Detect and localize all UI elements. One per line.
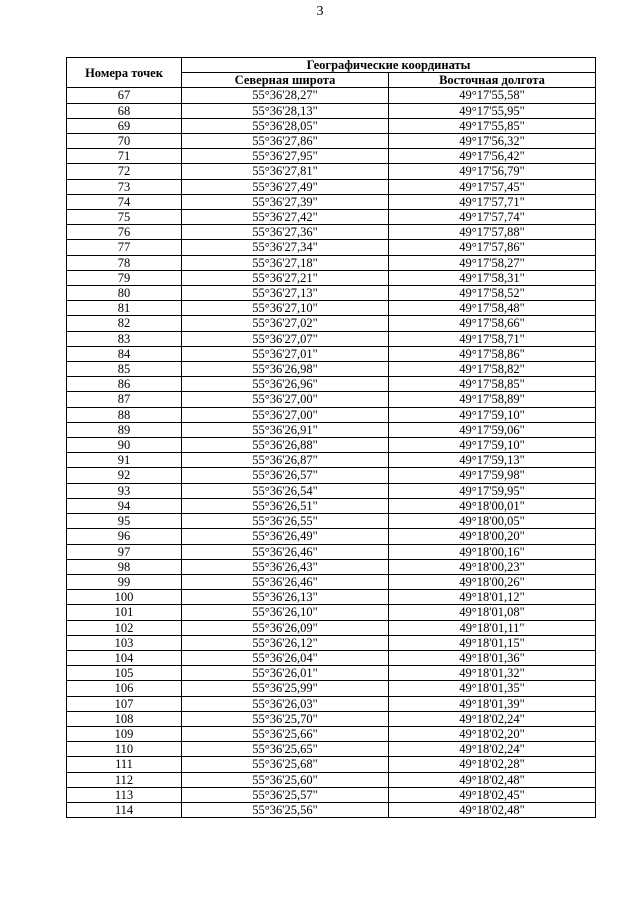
table-row xyxy=(67,179,596,194)
latitude-cell: 55°36'27,10" xyxy=(182,301,389,316)
point-number-cell: 69 xyxy=(67,118,182,133)
point-number-cell: 71 xyxy=(67,149,182,164)
table-row xyxy=(67,438,596,453)
table-row xyxy=(67,301,596,316)
longitude-cell: 49°17'55,95" xyxy=(389,103,596,118)
latitude-cell: 55°36'27,18" xyxy=(182,255,389,270)
longitude-cell: 49°17'56,32" xyxy=(389,134,596,149)
table-row xyxy=(67,772,596,787)
table-row xyxy=(67,635,596,650)
point-number-cell: 68 xyxy=(67,103,182,118)
point-number-cell: 78 xyxy=(67,255,182,270)
table-row xyxy=(67,88,596,103)
latitude-cell: 55°36'27,00" xyxy=(182,392,389,407)
latitude-cell: 55°36'27,13" xyxy=(182,286,389,301)
table-row xyxy=(67,681,596,696)
point-number-cell: 75 xyxy=(67,210,182,225)
latitude-cell: 55°36'27,95" xyxy=(182,149,389,164)
point-number-cell: 82 xyxy=(67,316,182,331)
table-row xyxy=(67,620,596,635)
header-north-latitude: Северная широта xyxy=(182,73,389,88)
point-number-cell: 91 xyxy=(67,453,182,468)
longitude-cell: 49°18'00,16" xyxy=(389,544,596,559)
latitude-cell: 55°36'26,96" xyxy=(182,377,389,392)
latitude-cell: 55°36'26,98" xyxy=(182,362,389,377)
table-row xyxy=(67,590,596,605)
longitude-cell: 49°17'59,10" xyxy=(389,407,596,422)
table-row xyxy=(67,377,596,392)
longitude-cell: 49°18'01,08" xyxy=(389,605,596,620)
point-number-cell: 92 xyxy=(67,468,182,483)
latitude-cell: 55°36'26,57" xyxy=(182,468,389,483)
longitude-cell: 49°18'01,36" xyxy=(389,650,596,665)
header-east-longitude: Восточная долгота xyxy=(389,73,596,88)
latitude-cell: 55°36'27,86" xyxy=(182,134,389,149)
longitude-cell: 49°18'02,20" xyxy=(389,726,596,741)
table-row xyxy=(67,696,596,711)
longitude-cell: 49°17'58,27" xyxy=(389,255,596,270)
table-row xyxy=(67,544,596,559)
latitude-cell: 55°36'26,13" xyxy=(182,590,389,605)
table-row xyxy=(67,529,596,544)
latitude-cell: 55°36'26,04" xyxy=(182,650,389,665)
point-number-cell: 93 xyxy=(67,483,182,498)
table-row xyxy=(67,194,596,209)
longitude-cell: 49°18'02,24" xyxy=(389,711,596,726)
point-number-cell: 105 xyxy=(67,666,182,681)
table-row xyxy=(67,407,596,422)
longitude-cell: 49°17'59,13" xyxy=(389,453,596,468)
longitude-cell: 49°18'01,32" xyxy=(389,666,596,681)
table-row xyxy=(67,726,596,741)
longitude-cell: 49°18'02,28" xyxy=(389,757,596,772)
table-row xyxy=(67,362,596,377)
table-row xyxy=(67,240,596,255)
longitude-cell: 49°17'58,52" xyxy=(389,286,596,301)
latitude-cell: 55°36'25,99" xyxy=(182,681,389,696)
point-number-cell: 114 xyxy=(67,802,182,817)
longitude-cell: 49°18'02,48" xyxy=(389,772,596,787)
table-row xyxy=(67,149,596,164)
point-number-cell: 110 xyxy=(67,742,182,757)
point-number-cell: 104 xyxy=(67,650,182,665)
point-number-cell: 85 xyxy=(67,362,182,377)
table-row xyxy=(67,164,596,179)
latitude-cell: 55°36'25,57" xyxy=(182,787,389,802)
longitude-cell: 49°18'01,12" xyxy=(389,590,596,605)
latitude-cell: 55°36'28,27" xyxy=(182,88,389,103)
latitude-cell: 55°36'27,39" xyxy=(182,194,389,209)
point-number-cell: 70 xyxy=(67,134,182,149)
point-number-cell: 77 xyxy=(67,240,182,255)
table-row xyxy=(67,255,596,270)
latitude-cell: 55°36'25,65" xyxy=(182,742,389,757)
table-row xyxy=(67,498,596,513)
table-row xyxy=(67,483,596,498)
longitude-cell: 49°17'58,48" xyxy=(389,301,596,316)
table-row xyxy=(67,666,596,681)
point-number-cell: 100 xyxy=(67,590,182,605)
point-number-cell: 112 xyxy=(67,772,182,787)
point-number-cell: 84 xyxy=(67,346,182,361)
latitude-cell: 55°36'27,42" xyxy=(182,210,389,225)
longitude-cell: 49°18'01,11" xyxy=(389,620,596,635)
point-number-cell: 90 xyxy=(67,438,182,453)
longitude-cell: 49°18'01,39" xyxy=(389,696,596,711)
table-row xyxy=(67,103,596,118)
latitude-cell: 55°36'26,12" xyxy=(182,635,389,650)
point-number-cell: 98 xyxy=(67,559,182,574)
latitude-cell: 55°36'26,10" xyxy=(182,605,389,620)
point-number-cell: 102 xyxy=(67,620,182,635)
longitude-cell: 49°17'59,95" xyxy=(389,483,596,498)
point-number-cell: 94 xyxy=(67,498,182,513)
longitude-cell: 49°17'56,79" xyxy=(389,164,596,179)
table-row xyxy=(67,605,596,620)
latitude-cell: 55°36'27,07" xyxy=(182,331,389,346)
latitude-cell: 55°36'26,88" xyxy=(182,438,389,453)
latitude-cell: 55°36'28,05" xyxy=(182,118,389,133)
longitude-cell: 49°17'58,66" xyxy=(389,316,596,331)
longitude-cell: 49°18'01,15" xyxy=(389,635,596,650)
longitude-cell: 49°18'02,45" xyxy=(389,787,596,802)
point-number-cell: 99 xyxy=(67,574,182,589)
latitude-cell: 55°36'26,03" xyxy=(182,696,389,711)
table-row xyxy=(67,422,596,437)
latitude-cell: 55°36'26,01" xyxy=(182,666,389,681)
latitude-cell: 55°36'26,09" xyxy=(182,620,389,635)
latitude-cell: 55°36'27,00" xyxy=(182,407,389,422)
longitude-cell: 49°17'57,71" xyxy=(389,194,596,209)
longitude-cell: 49°17'57,45" xyxy=(389,179,596,194)
point-number-cell: 76 xyxy=(67,225,182,240)
table-row xyxy=(67,787,596,802)
point-number-cell: 81 xyxy=(67,301,182,316)
longitude-cell: 49°17'58,85" xyxy=(389,377,596,392)
table-row xyxy=(67,225,596,240)
table-row xyxy=(67,316,596,331)
latitude-cell: 55°36'26,43" xyxy=(182,559,389,574)
latitude-cell: 55°36'26,91" xyxy=(182,422,389,437)
longitude-cell: 49°18'02,24" xyxy=(389,742,596,757)
point-number-cell: 95 xyxy=(67,514,182,529)
point-number-cell: 83 xyxy=(67,331,182,346)
table-row xyxy=(67,742,596,757)
point-number-cell: 107 xyxy=(67,696,182,711)
longitude-cell: 49°18'01,35" xyxy=(389,681,596,696)
latitude-cell: 55°36'27,01" xyxy=(182,346,389,361)
latitude-cell: 55°36'26,55" xyxy=(182,514,389,529)
point-number-cell: 88 xyxy=(67,407,182,422)
latitude-cell: 55°36'25,70" xyxy=(182,711,389,726)
longitude-cell: 49°17'58,82" xyxy=(389,362,596,377)
header-point-numbers: Номера точек xyxy=(67,58,182,88)
latitude-cell: 55°36'26,87" xyxy=(182,453,389,468)
table-row xyxy=(67,514,596,529)
longitude-cell: 49°18'00,20" xyxy=(389,529,596,544)
longitude-cell: 49°17'58,86" xyxy=(389,346,596,361)
table-row xyxy=(67,346,596,361)
longitude-cell: 49°17'57,86" xyxy=(389,240,596,255)
table-row xyxy=(67,650,596,665)
latitude-cell: 55°36'27,21" xyxy=(182,270,389,285)
point-number-cell: 103 xyxy=(67,635,182,650)
table-row xyxy=(67,468,596,483)
longitude-cell: 49°17'55,85" xyxy=(389,118,596,133)
latitude-cell: 55°36'27,02" xyxy=(182,316,389,331)
table-row xyxy=(67,453,596,468)
latitude-cell: 55°36'26,54" xyxy=(182,483,389,498)
point-number-cell: 97 xyxy=(67,544,182,559)
longitude-cell: 49°17'58,31" xyxy=(389,270,596,285)
point-number-cell: 86 xyxy=(67,377,182,392)
point-number-cell: 106 xyxy=(67,681,182,696)
longitude-cell: 49°17'57,88" xyxy=(389,225,596,240)
table-row xyxy=(67,559,596,574)
table-row xyxy=(67,392,596,407)
point-number-cell: 109 xyxy=(67,726,182,741)
point-number-cell: 72 xyxy=(67,164,182,179)
table-row xyxy=(67,286,596,301)
point-number-cell: 80 xyxy=(67,286,182,301)
table-body xyxy=(67,88,596,818)
point-number-cell: 101 xyxy=(67,605,182,620)
longitude-cell: 49°17'59,06" xyxy=(389,422,596,437)
longitude-cell: 49°18'02,48" xyxy=(389,802,596,817)
latitude-cell: 55°36'26,49" xyxy=(182,529,389,544)
longitude-cell: 49°17'55,58" xyxy=(389,88,596,103)
point-number-cell: 67 xyxy=(67,88,182,103)
point-number-cell: 79 xyxy=(67,270,182,285)
longitude-cell: 49°17'56,42" xyxy=(389,149,596,164)
latitude-cell: 55°36'26,46" xyxy=(182,544,389,559)
point-number-cell: 74 xyxy=(67,194,182,209)
longitude-cell: 49°17'57,74" xyxy=(389,210,596,225)
table-row xyxy=(67,711,596,726)
point-number-cell: 108 xyxy=(67,711,182,726)
latitude-cell: 55°36'27,34" xyxy=(182,240,389,255)
longitude-cell: 49°17'58,71" xyxy=(389,331,596,346)
latitude-cell: 55°36'25,66" xyxy=(182,726,389,741)
longitude-cell: 49°18'00,01" xyxy=(389,498,596,513)
latitude-cell: 55°36'28,13" xyxy=(182,103,389,118)
page-number: 3 xyxy=(316,4,324,19)
table-row xyxy=(67,802,596,817)
table-row xyxy=(67,574,596,589)
latitude-cell: 55°36'25,60" xyxy=(182,772,389,787)
table-row xyxy=(67,757,596,772)
latitude-cell: 55°36'25,68" xyxy=(182,757,389,772)
latitude-cell: 55°36'27,49" xyxy=(182,179,389,194)
latitude-cell: 55°36'27,36" xyxy=(182,225,389,240)
table-row xyxy=(67,270,596,285)
table-row xyxy=(67,210,596,225)
table-header-row xyxy=(67,58,596,73)
point-number-cell: 87 xyxy=(67,392,182,407)
point-number-cell: 89 xyxy=(67,422,182,437)
point-number-cell: 73 xyxy=(67,179,182,194)
table-row xyxy=(67,331,596,346)
latitude-cell: 55°36'25,56" xyxy=(182,802,389,817)
longitude-cell: 49°17'59,98" xyxy=(389,468,596,483)
latitude-cell: 55°36'27,81" xyxy=(182,164,389,179)
header-geo-coordinates: Географические координаты xyxy=(182,58,596,73)
table-row xyxy=(67,134,596,149)
point-number-cell: 111 xyxy=(67,757,182,772)
longitude-cell: 49°18'00,23" xyxy=(389,559,596,574)
longitude-cell: 49°17'59,10" xyxy=(389,438,596,453)
longitude-cell: 49°18'00,05" xyxy=(389,514,596,529)
latitude-cell: 55°36'26,46" xyxy=(182,574,389,589)
table-row xyxy=(67,118,596,133)
longitude-cell: 49°17'58,89" xyxy=(389,392,596,407)
coordinates-table xyxy=(66,57,596,818)
latitude-cell: 55°36'26,51" xyxy=(182,498,389,513)
longitude-cell: 49°18'00,26" xyxy=(389,574,596,589)
point-number-cell: 113 xyxy=(67,787,182,802)
point-number-cell: 96 xyxy=(67,529,182,544)
